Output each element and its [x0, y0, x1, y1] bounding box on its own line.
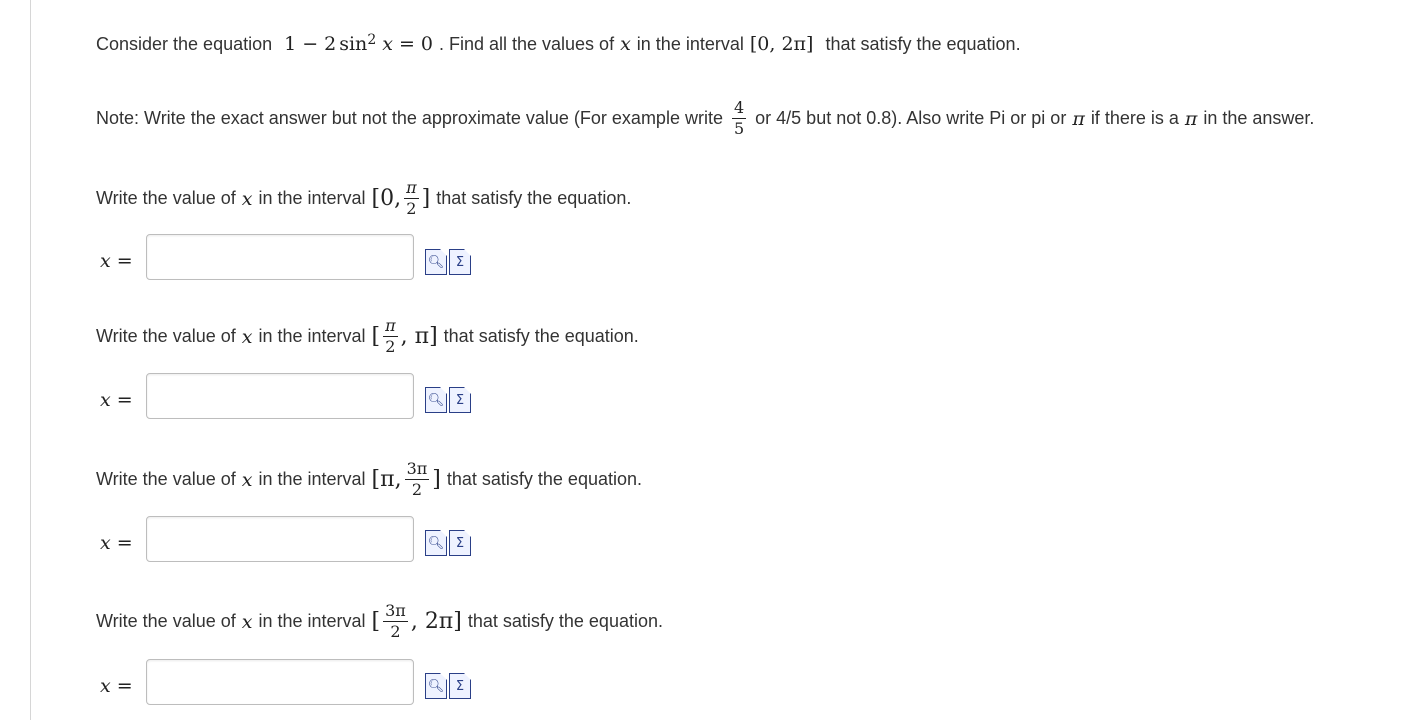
interval-frac-num: π [385, 316, 396, 335]
answer-1-label [100, 250, 133, 272]
interval-open: [ [371, 324, 381, 349]
answer-4-label [100, 675, 133, 697]
note-frac-den: 5 [733, 119, 745, 138]
question-suffix: that satisfy the equation. [436, 188, 632, 208]
equation-editor-icon[interactable]: Σ [449, 530, 471, 556]
note-mid: or 4/5 but not 0.8). Also write Pi or pi or [755, 108, 1067, 128]
intro-mid: . Find all the values of [438, 33, 615, 54]
eq-zero: 0 [420, 33, 433, 55]
note-pi-1: π [1072, 107, 1085, 130]
interval-close: ] [432, 467, 441, 492]
question-mid: in the interval [258, 611, 366, 631]
interval-frac-num: π [406, 178, 417, 197]
question-1-line [96, 180, 631, 217]
eq-one: 1 [284, 33, 297, 55]
question-mid: in the interval [258, 188, 366, 208]
interval-close: , 2π] [410, 609, 462, 634]
question-prefix: Write the value of [96, 469, 236, 489]
answer-4-tools [425, 673, 471, 699]
note-prefix: Note: Write the exact answer but not the approximate value (For example write [96, 108, 723, 128]
intro-interval: [0, 2π] [749, 33, 814, 55]
interval-close: ] [421, 186, 431, 211]
note-fraction [732, 100, 746, 137]
question-prefix: Write the value of [96, 326, 236, 346]
interval-open: [ [371, 609, 381, 634]
answer-label-text: x = [100, 532, 133, 554]
note-suffix: in the answer. [1203, 108, 1315, 128]
question-4-line [96, 603, 663, 640]
question-suffix: that satisfy the equation. [467, 611, 663, 631]
answer-label-text: x = [100, 389, 133, 411]
question-3-line [96, 461, 642, 498]
question-var: x [241, 610, 253, 633]
interval-frac-den: 2 [385, 337, 396, 356]
question-var: x [241, 325, 253, 348]
preview-icon[interactable]: 🔍︎ [425, 530, 447, 556]
answer-label-text: x = [100, 250, 133, 272]
intro-suffix: that satisfy the equation. [825, 33, 1021, 54]
answer-3-label [100, 532, 133, 554]
eq-exp: 2 [367, 32, 377, 48]
answer-3-tools [425, 530, 471, 556]
answer-3-input[interactable] [146, 516, 414, 562]
equation-editor-icon[interactable]: Σ [449, 249, 471, 275]
note-pi-2: π [1184, 107, 1198, 130]
question-var: x [241, 187, 253, 210]
interval-frac-den: 2 [411, 480, 423, 499]
question-suffix: that satisfy the equation. [446, 469, 643, 489]
note-frac-num: 4 [733, 98, 745, 117]
interval-close: , π] [400, 324, 438, 349]
answer-1-input[interactable] [146, 234, 414, 280]
left-border [30, 0, 31, 720]
eq-var: x [382, 33, 393, 55]
interval-fraction [404, 180, 419, 217]
preview-icon[interactable]: 🔍︎ [425, 387, 447, 413]
interval-fraction [383, 318, 398, 355]
question-suffix: that satisfy the equation. [443, 326, 639, 346]
interval-fraction [383, 603, 408, 640]
interval-frac-den: 2 [390, 622, 401, 641]
question-prefix: Write the value of [96, 611, 236, 631]
interval-frac-num: 3π [406, 459, 428, 478]
equation-editor-icon[interactable]: Σ [449, 673, 471, 699]
note-mid2: if there is a [1090, 108, 1179, 128]
answer-2-label [100, 389, 133, 411]
eq-coef: 2 [324, 33, 337, 55]
intro-mid2: in the interval [636, 33, 744, 54]
question-mid: in the interval [258, 326, 366, 346]
answer-2-tools [425, 387, 471, 413]
question-prefix: Write the value of [96, 188, 236, 208]
question-mid: in the interval [258, 469, 366, 489]
question-var: x [241, 468, 253, 491]
eq-sin: sin [339, 33, 368, 55]
intro-line [96, 33, 1021, 55]
interval-frac-num: 3π [385, 601, 406, 620]
answer-4-input[interactable] [146, 659, 414, 705]
interval-open: [π, [371, 467, 402, 492]
interval-frac-den: 2 [406, 199, 417, 218]
interval-open: [0, [371, 186, 402, 211]
question-2-line [96, 318, 639, 355]
intro-prefix: Consider the equation [96, 33, 273, 54]
interval-fraction [405, 461, 430, 498]
answer-2-input[interactable] [146, 373, 414, 419]
eq-minus: − [302, 33, 319, 55]
answer-1-tools [425, 249, 471, 275]
intro-var: x [620, 33, 631, 55]
eq-equals: = [398, 33, 415, 55]
answer-label-text: x = [100, 675, 133, 697]
equation-editor-icon[interactable]: Σ [449, 387, 471, 413]
note-line [96, 100, 1314, 137]
preview-icon[interactable]: 🔍︎ [425, 673, 447, 699]
preview-icon[interactable]: 🔍︎ [425, 249, 447, 275]
